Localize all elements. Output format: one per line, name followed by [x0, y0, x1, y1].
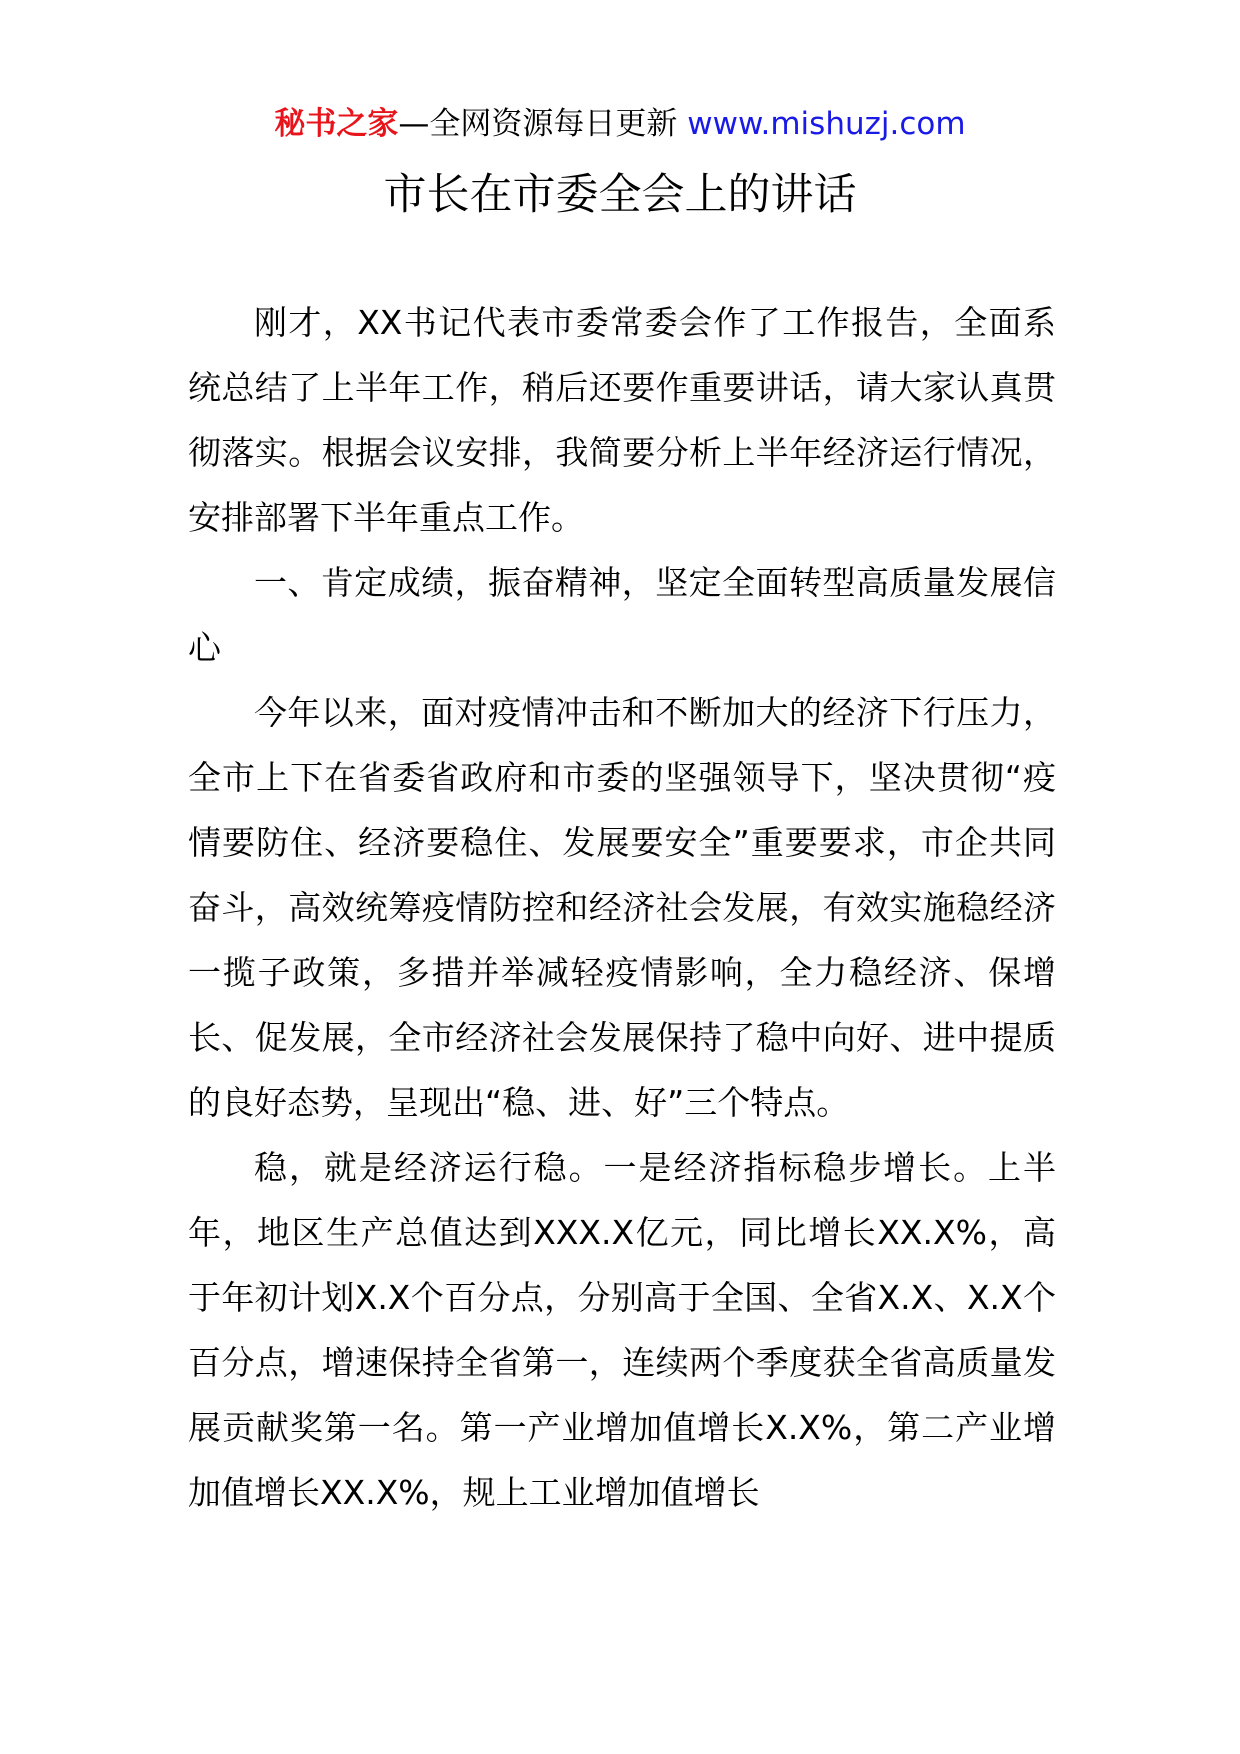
site-header	[0, 100, 1240, 148]
site-url-link[interactable]: www.mishuzj.com	[687, 106, 966, 142]
document-title: 市长在市委全会上的讲话	[383, 170, 857, 220]
paragraph-intro: 刚才，XX书记代表市委常委会作了工作报告，全面系统总结了上半年工作，稍后还要作重要讲话，请大家认真贯彻落实。根据会议安排，我简要分析上半年经济运行情况，安排部署下半年重点工作。	[188, 303, 1056, 537]
paragraph-overview: 今年以来，面对疫情冲击和不断加大的经济下行压力，全市上下在省委省政府和市委的坚强领导下，坚决贯彻“疫情要防住、经济要稳住、发展要安全”重要要求，市企共同奋斗，高效统筹疫情防控和经济社会发展，有效实施稳经济一揽子政策，多措并举减轻疫情影响，全力稳经济、保增长、促发展，全市经济社会发展保持了稳中向好、进中提质的良好态势，呈现出“稳、进、好”三个特点。	[188, 693, 1056, 1122]
brand-name: 秘书之家	[274, 106, 399, 142]
paragraph-stability: 稳，就是经济运行稳。一是经济指标稳步增长。上半年，地区生产总值达到XXX.X亿元，同比增长XX.X%，高于年初计划X.X个百分点，分别高于全国、全省X.X、X.X个百分点，增速保持全省第一，连续两个季度获全省高质量发展贡献奖第一名。第一产业增加值增长X.X%，第二产业增加值增长XX.X%，规上工业增加值增长	[188, 1148, 1056, 1512]
section-heading-1: 一、肯定成绩，振奋精神，坚定全面转型高质量发展信心	[188, 563, 1056, 667]
document-body	[188, 290, 1056, 1525]
header-tagline: —全网资源每日更新	[398, 106, 678, 142]
